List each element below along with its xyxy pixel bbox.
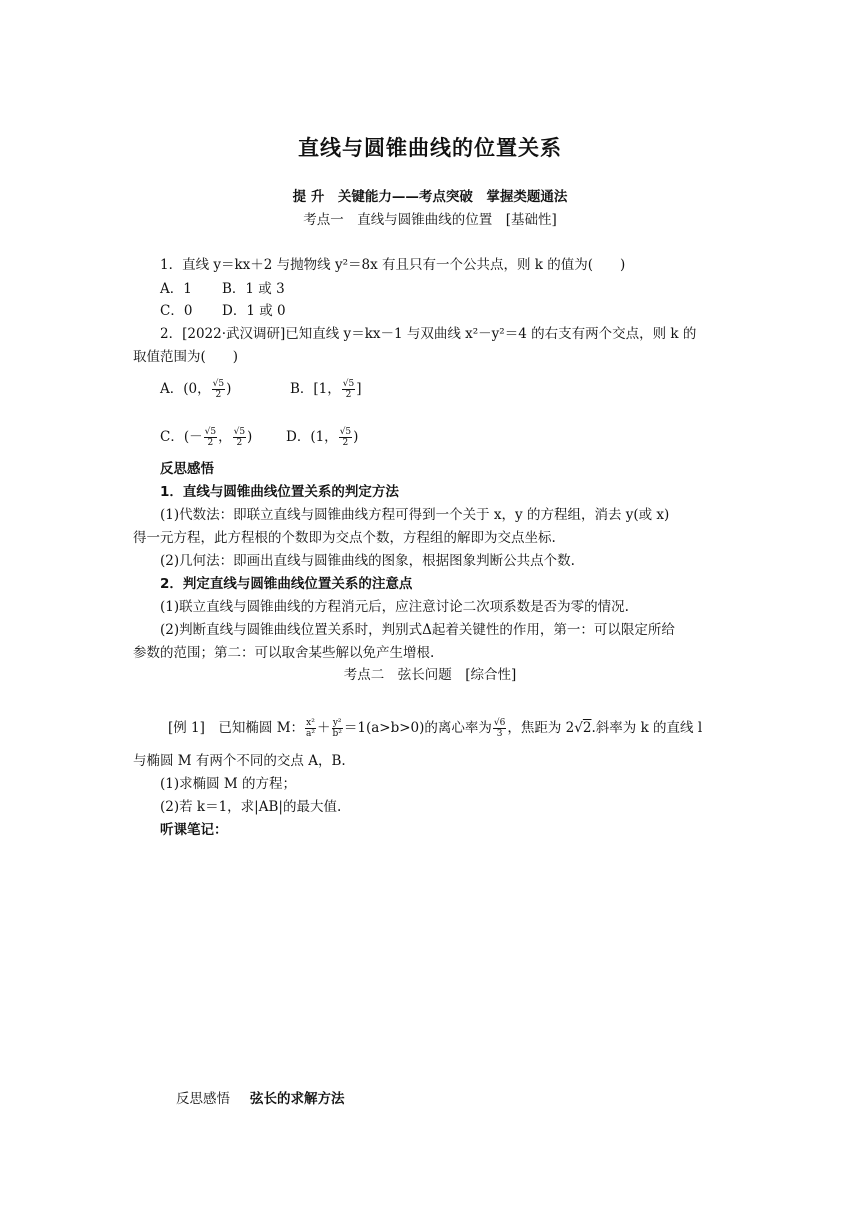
- q1-option-c: C．0: [160, 303, 193, 319]
- fraction-y: $\frac{\text{y²}}{\text{b²}}$: [332, 718, 342, 739]
- q1-option-a: A．1: [160, 281, 192, 297]
- reflect-2-label: 反思感悟: [176, 1091, 230, 1107]
- fraction-eccentricity: $\frac{√6}{3}$: [493, 718, 506, 739]
- q1-option-d: D．1 或 0: [222, 303, 286, 319]
- reflect-para-3: (1)联立直线与圆锥曲线的方程消元后，应注意讨论二次项系数是否为零的情况.: [160, 599, 629, 615]
- reflect-para-1a: (1)代数法：即联立直线与圆锥曲线方程可得到一个关于 x，y 的方程组，消去 y(或 x): [160, 507, 670, 523]
- fraction: $\frac{√5}{2}$: [212, 379, 225, 400]
- fraction: $\frac{√5}{2}$: [339, 427, 352, 448]
- example-1-q1: (1)求椭圆 M 的方程；: [160, 776, 297, 792]
- fraction: $\frac{√5}{2}$: [342, 379, 355, 400]
- reflect-para-4b: 参数的范围；第二：可以取舍某些解以免产生增根.: [133, 645, 435, 661]
- q2-option-a: A．(0， $\frac{√5}{2}$ ): [160, 379, 232, 400]
- fraction: $\frac{√5}{2}$: [204, 427, 217, 448]
- fraction-x: $\frac{\text{x²}}{\text{a²}}$: [306, 718, 316, 739]
- reflect-subheading-1: 1．直线与圆锥曲线位置关系的判定方法: [160, 484, 399, 500]
- page-title: 直线与圆锥曲线的位置关系: [298, 136, 562, 160]
- topic-2-heading: 考点二 弦长问题 [综合性]: [343, 667, 517, 683]
- q1-stem: 1．直线 y＝kx＋2 与抛物线 y²＝8x 有且只有一个公共点，则 k 的值为( ): [160, 257, 626, 273]
- q2-option-b: B．[1， $\frac{√5}{2}$ ]: [290, 379, 362, 400]
- q2-stem-1: 2．[2022·武汉调研]已知直线 y＝kx－1 与双曲线 x²－y²＝4 的右支有两个交点，则 k 的: [160, 326, 697, 342]
- example-1-stem-2: 与椭圆 M 有两个不同的交点 A，B.: [133, 753, 346, 769]
- reflect-subheading-2: 2．判定直线与圆锥曲线位置关系的注意点: [160, 576, 413, 592]
- lecture-notes-label: 听课笔记：: [160, 822, 228, 838]
- reflect-para-4a: (2)判断直线与圆锥曲线位置关系时，判别式Δ起着关键性的作用，第一：可以限定所给: [160, 622, 675, 638]
- example-1-q2: (2)若 k＝1，求|AB|的最大值.: [160, 799, 342, 815]
- q1-option-b: B．1 或 3: [222, 281, 285, 297]
- topic-1-heading: 考点一 直线与圆锥曲线的位置 [基础性]: [303, 212, 557, 228]
- q2-option-d: D．(1， $\frac{√5}{2}$ ): [286, 427, 359, 448]
- reflect-para-1b: 得一元方程，此方程根的个数即为交点个数，方程组的解即为交点坐标.: [133, 530, 556, 546]
- q2-option-c: C．(－ $\frac{√5}{2}$ ， $\frac{√5}{2}$ ): [160, 427, 253, 448]
- q2-stem-2: 取值范围为( ): [133, 349, 239, 365]
- fraction: $\frac{√5}{2}$: [233, 427, 246, 448]
- section-header: 提 升 关键能力——考点突破 掌握类题通法: [292, 189, 568, 205]
- reflect-heading: 反思感悟: [160, 461, 214, 477]
- reflect-2-title: 弦长的求解方法: [250, 1091, 345, 1107]
- reflect-para-2: (2)几何法：即画出直线与圆锥曲线的图象，根据图象判断公共点个数.: [160, 553, 575, 569]
- example-1-stem: [例 1] 已知椭圆 M： $\frac{\text{x²}}{\text{a²}}$ ＋ $\frac{\text{y²}}{\text{b²}}$ ＝1(a>b>0)的离心率为 $\frac{√6}{3}$ ，焦距为 2√2.斜率为 k 的直线 l: [168, 718, 703, 739]
